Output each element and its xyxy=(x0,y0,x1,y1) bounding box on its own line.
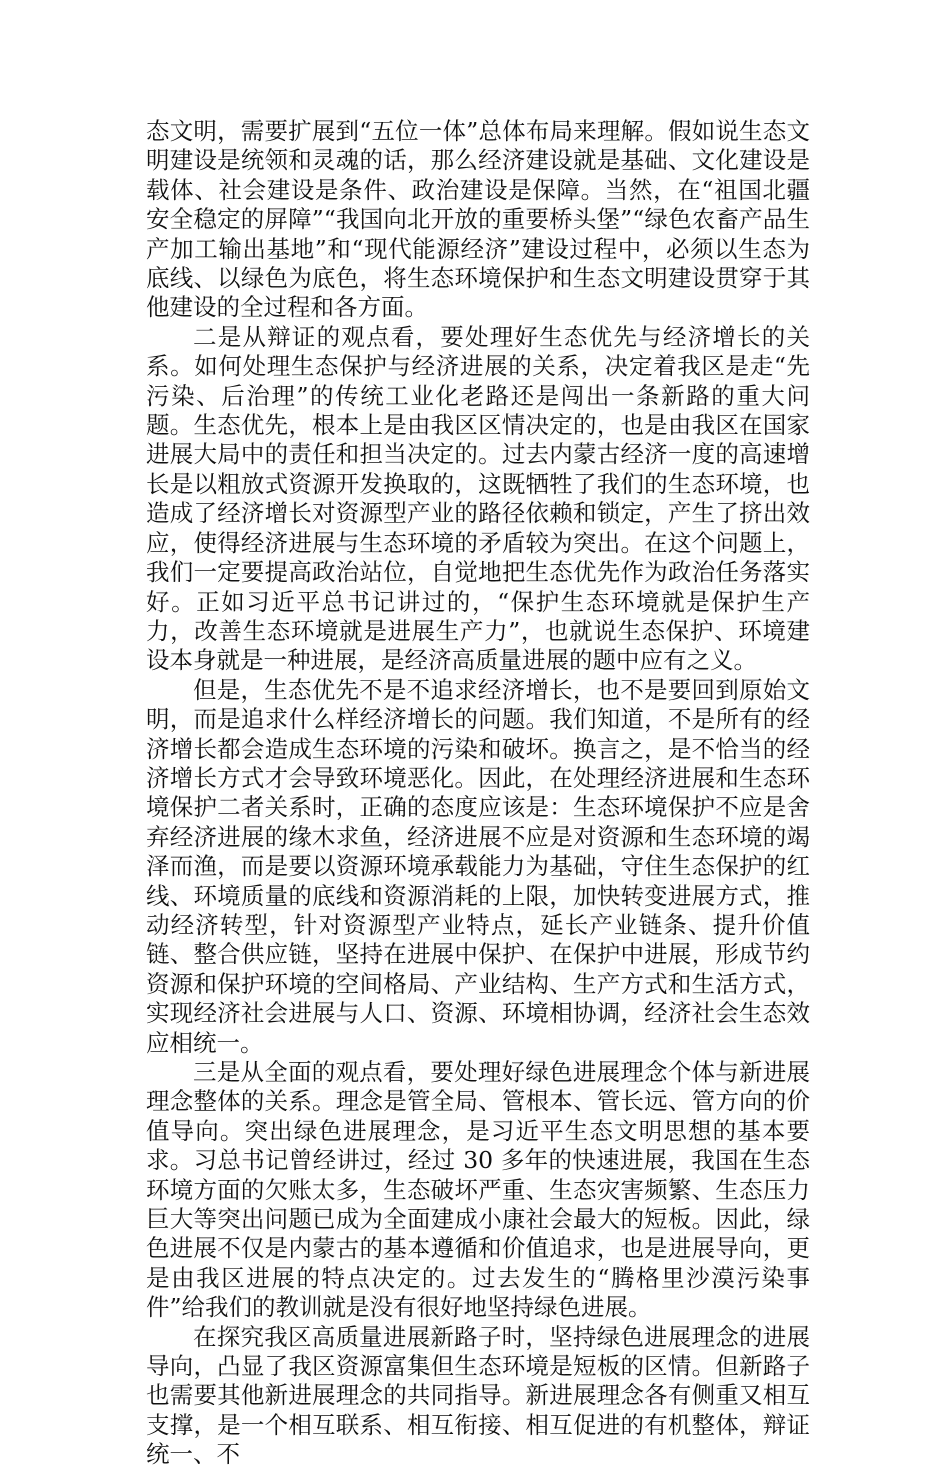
paragraph-5: 在探究我区高质量进展新路子时，坚持绿色进展理念的进展导向，凸显了我区资源富集但生态环境是短板的区情。但新路子也需要其他新进展理念的共同指导。新进展理念各有侧重又相互支撑，是一个相互联系、相互衔接、相互促进的有机整体，辩证统一、不 xyxy=(146,1322,810,1469)
document-body xyxy=(146,117,810,1470)
paragraph-1: 态文明，需要扩展到“五位一体”总体布局来理解。假如说生态文明建设是统领和灵魂的话，那么经济建设就是基础、文化建设是载体、社会建设是条件、政治建设是保障。当然，在“祖国北疆安全稳定的屏障”“我国向北开放的重要桥头堡”“绿色农畜产品生产加工输出基地”和“现代能源经济”建设过程中，必须以生态为底线、以绿色为底色，将生态环境保护和生态文明建设贯穿于其他建设的全过程和各方面。 xyxy=(146,117,810,322)
paragraph-2: 二是从辩证的观点看，要处理好生态优先与经济增长的关系。如何处理生态保护与经济进展的关系，决定着我区是走“先污染、后治理”的传统工业化老路还是闯出一条新路的重大问题。生态优先，根本上是由我区区情决定的，也是由我区在国家进展大局中的责任和担当决定的。过去内蒙古经济一度的高速增长是以粗放式资源开发换取的，这既牺牲了我们的生态环境，也造成了经济增长对资源型产业的路径依赖和锁定，产生了挤出效应，使得经济进展与生态环境的矛盾较为突出。在这个问题上，我们一定要提高政治站位，自觉地把生态优先作为政治任务落实好。正如习近平总书记讲过的，“保护生态环境就是保护生产力，改善生态环境就是进展生产力”，也就说生态保护、环境建设本身就是一种进展，是经济高质量进展的题中应有之义。 xyxy=(146,322,810,675)
paragraph-4: 三是从全面的观点看，要处理好绿色进展理念个体与新进展理念整体的关系。理念是管全局、管根本、管长远、管方向的价值导向。突出绿色进展理念，是习近平生态文明思想的基本要求。习总书记曾经讲过，经过 30 多年的快速进展，我国在生态环境方面的欠账太多，生态破坏严重、生态灾害频繁、生态压力巨大等突出问题已成为全面建成小康社会最大的短板。因此，绿色进展不仅是内蒙古的基本遵循和价值追求，也是进展导向，更是由我区进展的特点决定的。过去发生的“腾格里沙漠污染事件”给我们的教训就是没有很好地坚持绿色进展。 xyxy=(146,1058,810,1322)
paragraph-3: 但是，生态优先不是不追求经济增长，也不是要回到原始文明，而是追求什么样经济增长的问题。我们知道，不是所有的经济增长都会造成生态环境的污染和破坏。换言之，是不恰当的经济增长方式才会导致环境恶化。因此，在处理经济进展和生态环境保护二者关系时，正确的态度应该是：生态环境保护不应是舍弃经济进展的缘木求鱼，经济进展不应是对资源和生态环境的竭泽而渔，而是要以资源环境承载能力为基础，守住生态保护的红线、环境质量的底线和资源消耗的上限，加快转变进展方式，推动经济转型，针对资源型产业特点，延长产业链条、提升价值链、整合供应链，坚持在进展中保护、在保护中进展，形成节约资源和保护环境的空间格局、产业结构、生产方式和生活方式，实现经济社会进展与人口、资源、环境相协调，经济社会生态效应相统一。 xyxy=(146,675,810,1057)
